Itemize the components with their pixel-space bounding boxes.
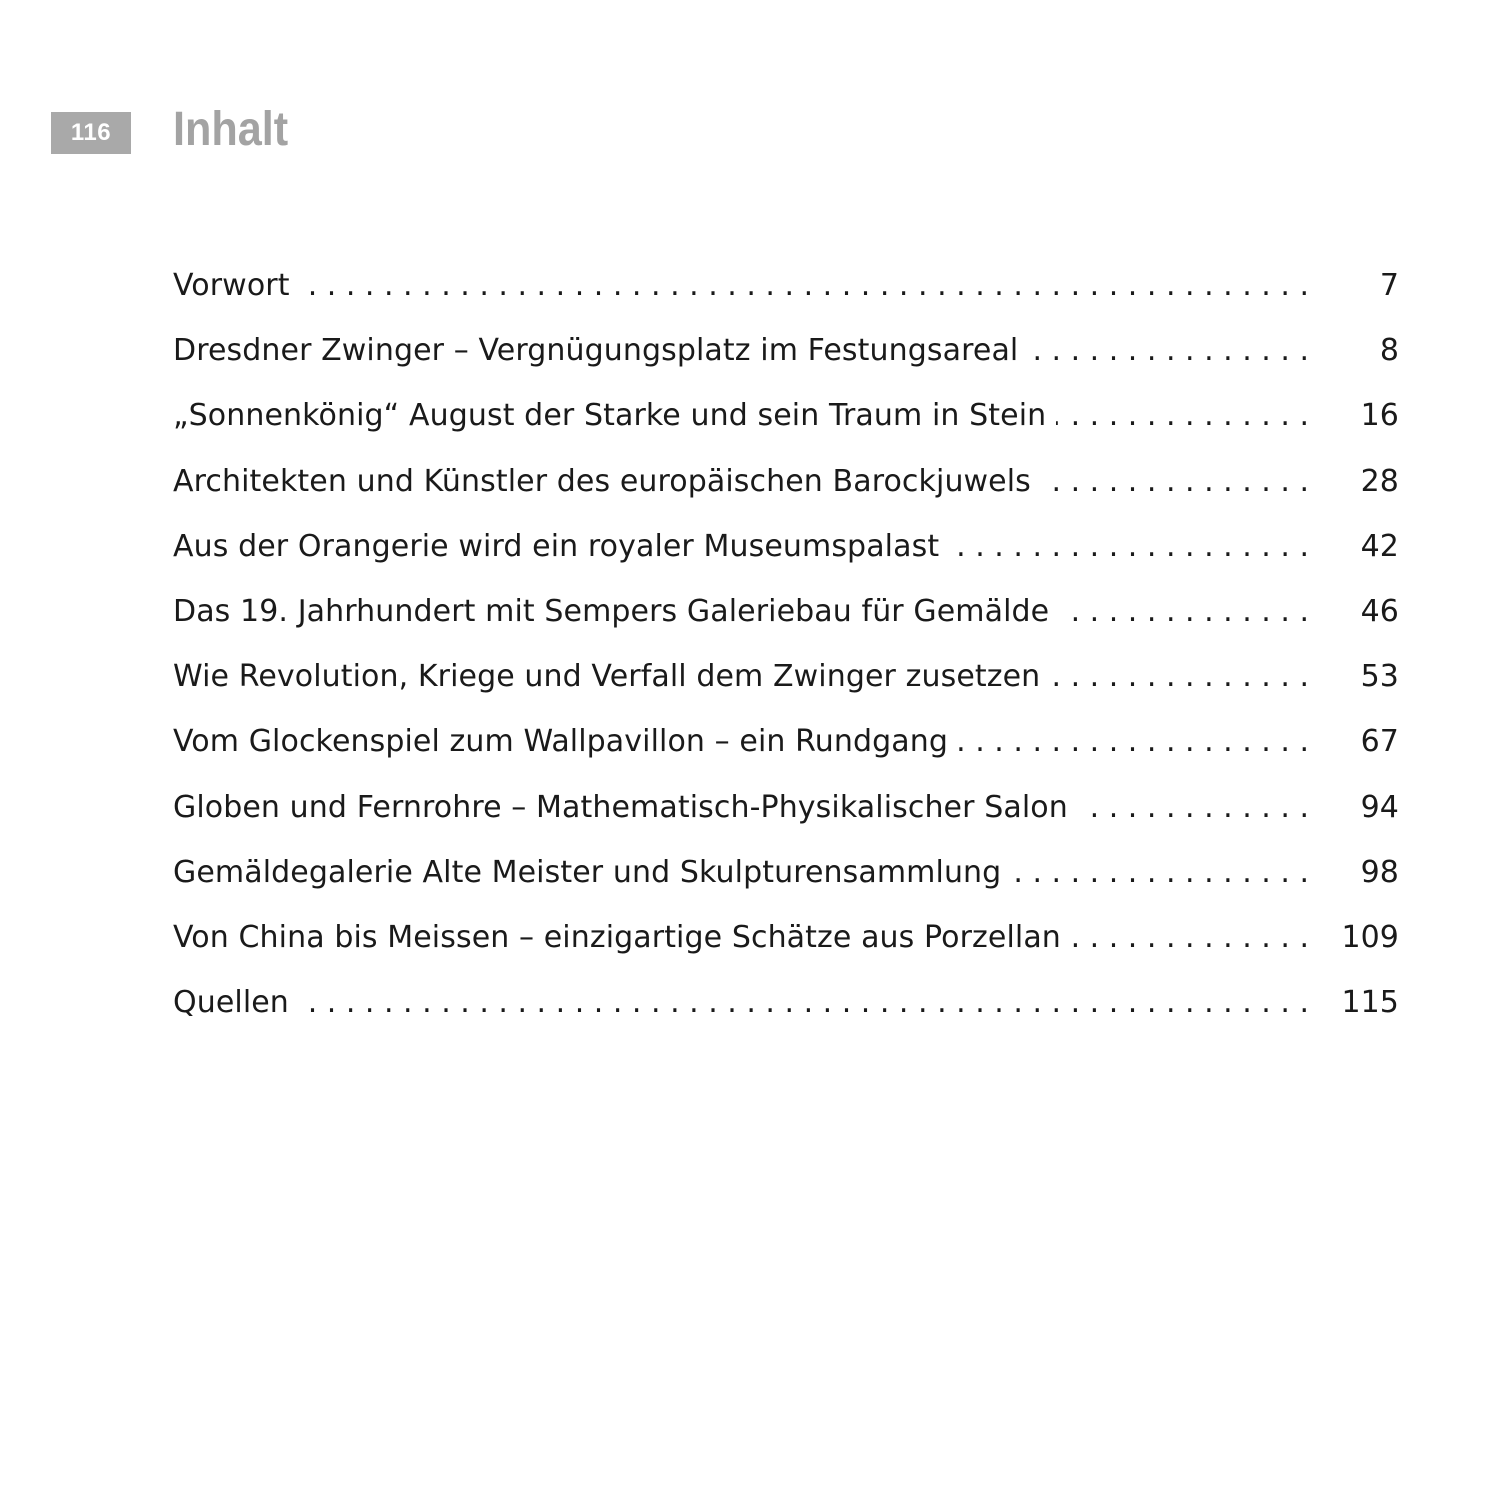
toc-entry-page: 67 <box>1360 724 1399 760</box>
page-title: Inhalt <box>173 103 289 156</box>
toc-entry[interactable] <box>173 514 1399 579</box>
toc-entry-page: 94 <box>1360 789 1399 825</box>
toc-entry-title: Gemäldegalerie Alte Meister und Skulpturensammlung <box>173 854 1002 890</box>
toc-dot-leader <box>1078 775 1309 840</box>
toc-dot-leader <box>1041 449 1309 514</box>
toc-entry[interactable] <box>173 449 1399 514</box>
toc-dot-leader <box>1056 383 1309 448</box>
toc-entry-page: 28 <box>1360 463 1399 499</box>
toc-entry-title: Dresdner Zwinger – Vergnügungsplatz im Festungsareal <box>173 333 1019 369</box>
toc-entry[interactable] <box>173 840 1399 905</box>
toc-dot-leader <box>1071 905 1309 970</box>
toc-entry[interactable] <box>173 709 1399 774</box>
toc-entry-title: Aus der Orangerie wird ein royaler Museumspalast <box>173 528 940 564</box>
toc-dot-leader <box>949 514 1309 579</box>
toc-entry-title: Architekten und Künstler des europäischen Barockjuwels <box>173 463 1031 499</box>
page-header <box>0 0 1500 200</box>
toc-entry-page: 46 <box>1360 594 1399 630</box>
toc-entry[interactable] <box>173 775 1399 840</box>
table-of-contents <box>173 253 1399 1035</box>
toc-entry-title: „Sonnenkönig“ August der Starke und sein Traum in Stein <box>173 398 1047 434</box>
toc-entry[interactable] <box>173 253 1399 318</box>
toc-dot-leader <box>300 253 1309 318</box>
toc-dot-leader <box>1028 318 1309 383</box>
toc-entry-page: 8 <box>1379 333 1399 369</box>
toc-entry-title: Quellen <box>173 985 289 1021</box>
toc-entry-title: Globen und Fernrohre – Mathematisch-Physikalischer Salon <box>173 789 1068 825</box>
toc-dot-leader <box>299 970 1309 1035</box>
toc-entry-page: 98 <box>1360 854 1399 890</box>
toc-dot-leader <box>1050 644 1309 709</box>
toc-entry-page: 16 <box>1360 398 1399 434</box>
toc-entry[interactable] <box>173 579 1399 644</box>
toc-entry[interactable] <box>173 905 1399 970</box>
toc-entry-title: Vorwort <box>173 268 290 304</box>
toc-entry[interactable] <box>173 383 1399 448</box>
toc-entry-title: Das 19. Jahrhundert mit Sempers Galeriebau für Gemälde <box>173 594 1050 630</box>
toc-entry-title: Von China bis Meissen – einzigartige Schätze aus Porzellan <box>173 919 1061 955</box>
toc-entry-title: Vom Glockenspiel zum Wallpavillon – ein Rundgang <box>173 724 948 760</box>
toc-entry[interactable] <box>173 644 1399 709</box>
toc-entry-page: 53 <box>1360 659 1399 695</box>
toc-entry-title: Wie Revolution, Kriege und Verfall dem Zwinger zusetzen <box>173 659 1041 695</box>
toc-dot-leader <box>1011 840 1309 905</box>
toc-entry-page: 115 <box>1341 985 1399 1021</box>
toc-entry-page: 109 <box>1341 919 1399 955</box>
toc-dot-leader <box>1059 579 1309 644</box>
toc-dot-leader <box>958 709 1309 774</box>
page-number-badge: 116 <box>51 112 131 154</box>
toc-entry[interactable] <box>173 318 1399 383</box>
toc-entry-page: 7 <box>1379 268 1399 304</box>
toc-entry-page: 42 <box>1360 528 1399 564</box>
toc-entry[interactable] <box>173 970 1399 1035</box>
